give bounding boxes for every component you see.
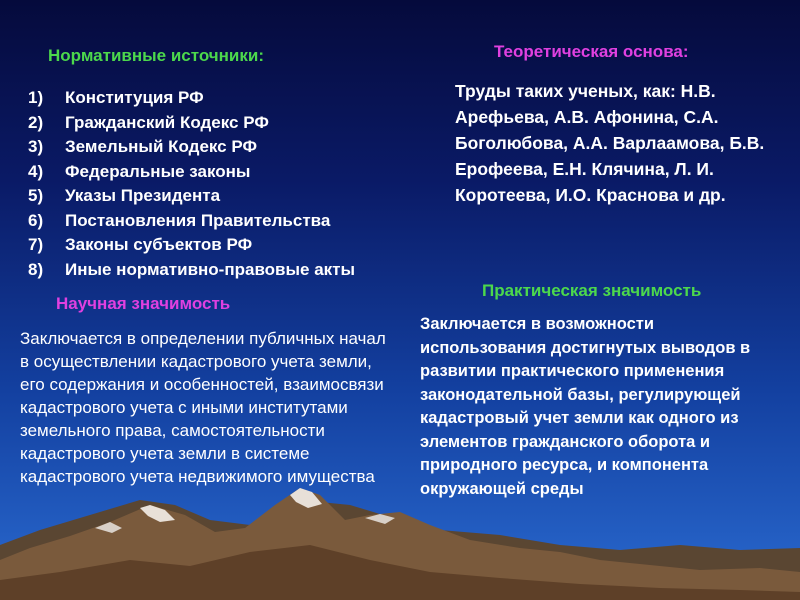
list-item-text: Гражданский Кодекс РФ <box>65 112 269 132</box>
list-item-number: 5) <box>28 186 44 205</box>
list-item-text: Конституция РФ <box>65 88 204 107</box>
list-item <box>28 233 355 258</box>
list-item <box>28 160 355 185</box>
list-item-number: 1) <box>28 88 44 107</box>
list-item-number: 7) <box>28 235 44 254</box>
practical-significance-text: Заключается в возможности использования достигнутых выводов в развитии практического применения законодательной базы, регулирующей кадастровый учет земли как одного из элементов гражданского оборота и природного ресурса, и компонента окружающей среды <box>420 315 751 498</box>
list-item <box>28 111 355 136</box>
list-item-number: 2) <box>28 112 44 132</box>
list-item-text: Земельный Кодекс РФ <box>65 137 257 156</box>
list-item <box>28 135 355 160</box>
list-item-number: 8) <box>28 259 44 279</box>
list-item <box>28 86 355 111</box>
theoretical-basis-heading: Теоретическая основа: <box>494 42 689 61</box>
scientific-significance-text: Заключается в определении публичных начал в осуществлении кадастрового учета земли, его содержания и особенностей, взаимосвязи кадастрового учета с иными институтами земельного права, самостоятельности кадастрового учета земли в системе кадастрового учета недвижимого имущества <box>20 329 386 486</box>
practical-significance-heading: Практическая значимость <box>482 281 702 300</box>
list-item-text: Иные нормативно-правовые акты <box>65 259 356 279</box>
list-item-text: Законы субъектов РФ <box>65 235 253 254</box>
list-item-text: Указы Президента <box>65 186 221 205</box>
list-item-number: 6) <box>28 210 44 230</box>
normative-sources-heading: Нормативные источники: <box>48 46 264 65</box>
normative-sources-list <box>28 86 355 282</box>
list-item-number: 4) <box>28 161 44 181</box>
list-item-text: Федеральные законы <box>65 161 251 181</box>
list-item <box>28 209 355 234</box>
theoretical-basis-text: Труды таких ученых, как: Н.В. Арефьева, А.В. Афонина, С.А. Боголюбова, А.А. Варлаамова, Б.В. Ерофеева, Е.Н. Клячина, Л. И. Коротеева, И.О. Краснова и др. <box>455 81 765 205</box>
list-item <box>28 184 355 209</box>
scientific-significance-heading: Научная значимость <box>56 294 231 313</box>
list-item-number: 3) <box>28 137 44 156</box>
list-item-text: Постановления Правительства <box>65 210 331 230</box>
list-item <box>28 258 355 283</box>
